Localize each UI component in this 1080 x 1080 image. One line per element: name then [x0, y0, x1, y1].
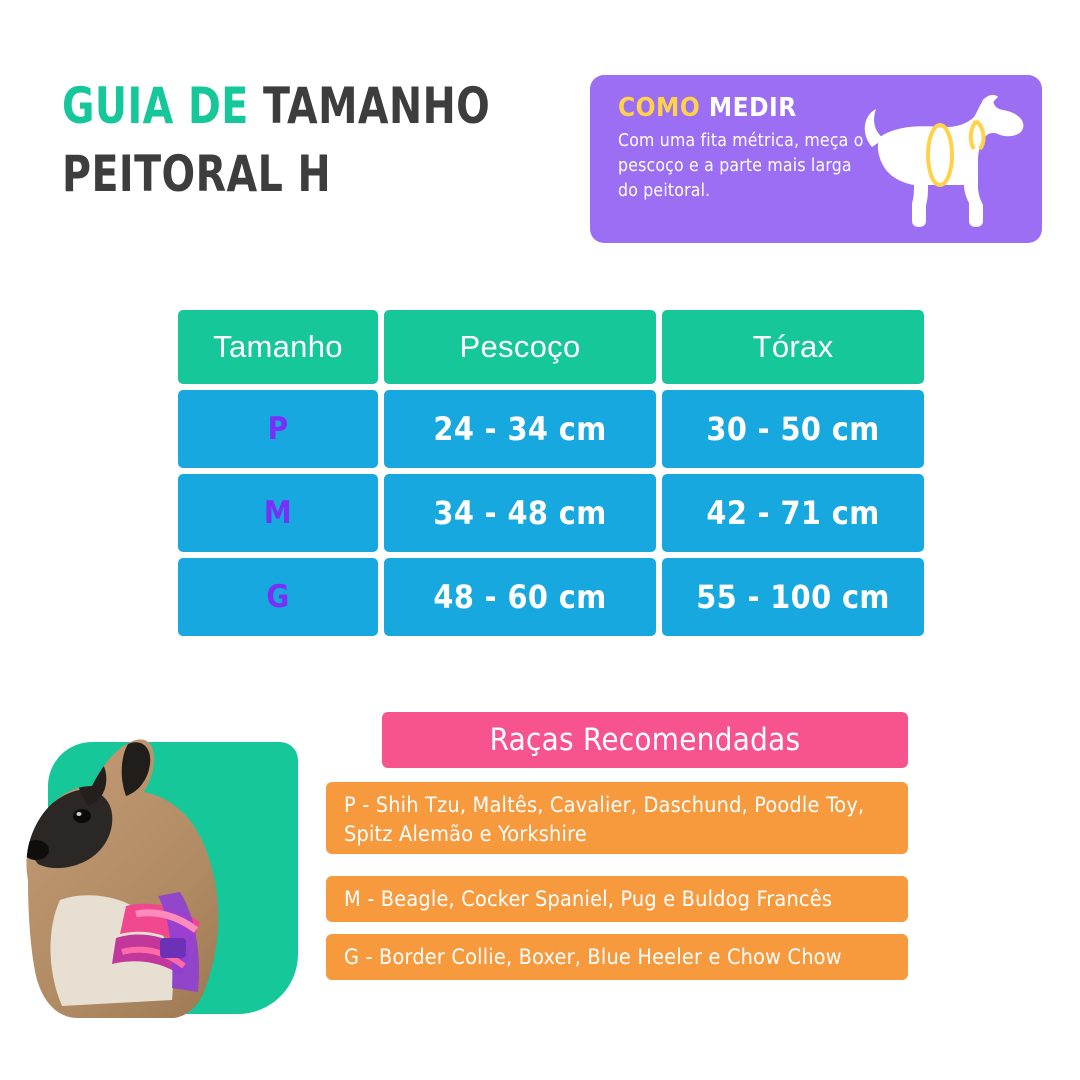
- breed-row-m: M - Beagle, Cocker Spaniel, Pug e Buldog Francês: [326, 876, 908, 922]
- breed-row-p: P - Shih Tzu, Maltês, Cavalier, Daschund, Poodle Toy, Spitz Alemão e Yorkshire: [326, 782, 908, 854]
- measure-card-text: Com uma fita métrica, meça o pescoço e a parte mais larga do peitoral.: [618, 131, 864, 201]
- breeds-section-title: Raças Recomendadas: [382, 712, 908, 768]
- cell-chest-m: 42 - 71 cm: [662, 474, 924, 552]
- measure-title-medir: MEDIR: [708, 93, 797, 123]
- cell-neck-m: 34 - 48 cm: [384, 474, 656, 552]
- cell-size-m: M: [178, 474, 378, 552]
- table-row: [178, 390, 924, 468]
- breed-row-g: G - Border Collie, Boxer, Blue Heeler e Chow Chow: [326, 934, 908, 980]
- dog-wearing-harness-photo: [8, 700, 338, 1030]
- cell-chest-p: 30 - 50 cm: [662, 390, 924, 468]
- title-line-1: [62, 78, 520, 134]
- cell-size-p: P: [178, 390, 378, 468]
- table-row: [178, 474, 924, 552]
- column-header-tamanho: Tamanho: [178, 310, 378, 384]
- cell-neck-g: 48 - 60 cm: [384, 558, 656, 636]
- column-header-torax: Tórax: [662, 310, 924, 384]
- cell-neck-p: 24 - 34 cm: [384, 390, 656, 468]
- how-to-measure-card: [590, 75, 1042, 243]
- title-line-2: PEITORAL H: [62, 145, 332, 203]
- size-chart-table: [172, 304, 908, 642]
- table-header-row: [178, 310, 924, 384]
- table-row: [178, 558, 924, 636]
- title-tamanho: TAMANHO: [262, 77, 491, 135]
- dog-silhouette-icon: [854, 87, 1036, 237]
- cell-size-g: G: [178, 558, 378, 636]
- page-title: [62, 78, 582, 202]
- measure-title-como: COMO: [618, 93, 701, 123]
- cell-chest-g: 55 - 100 cm: [662, 558, 924, 636]
- column-header-pescoco: Pescoço: [384, 310, 656, 384]
- title-guia-de: GUIA DE: [62, 77, 249, 135]
